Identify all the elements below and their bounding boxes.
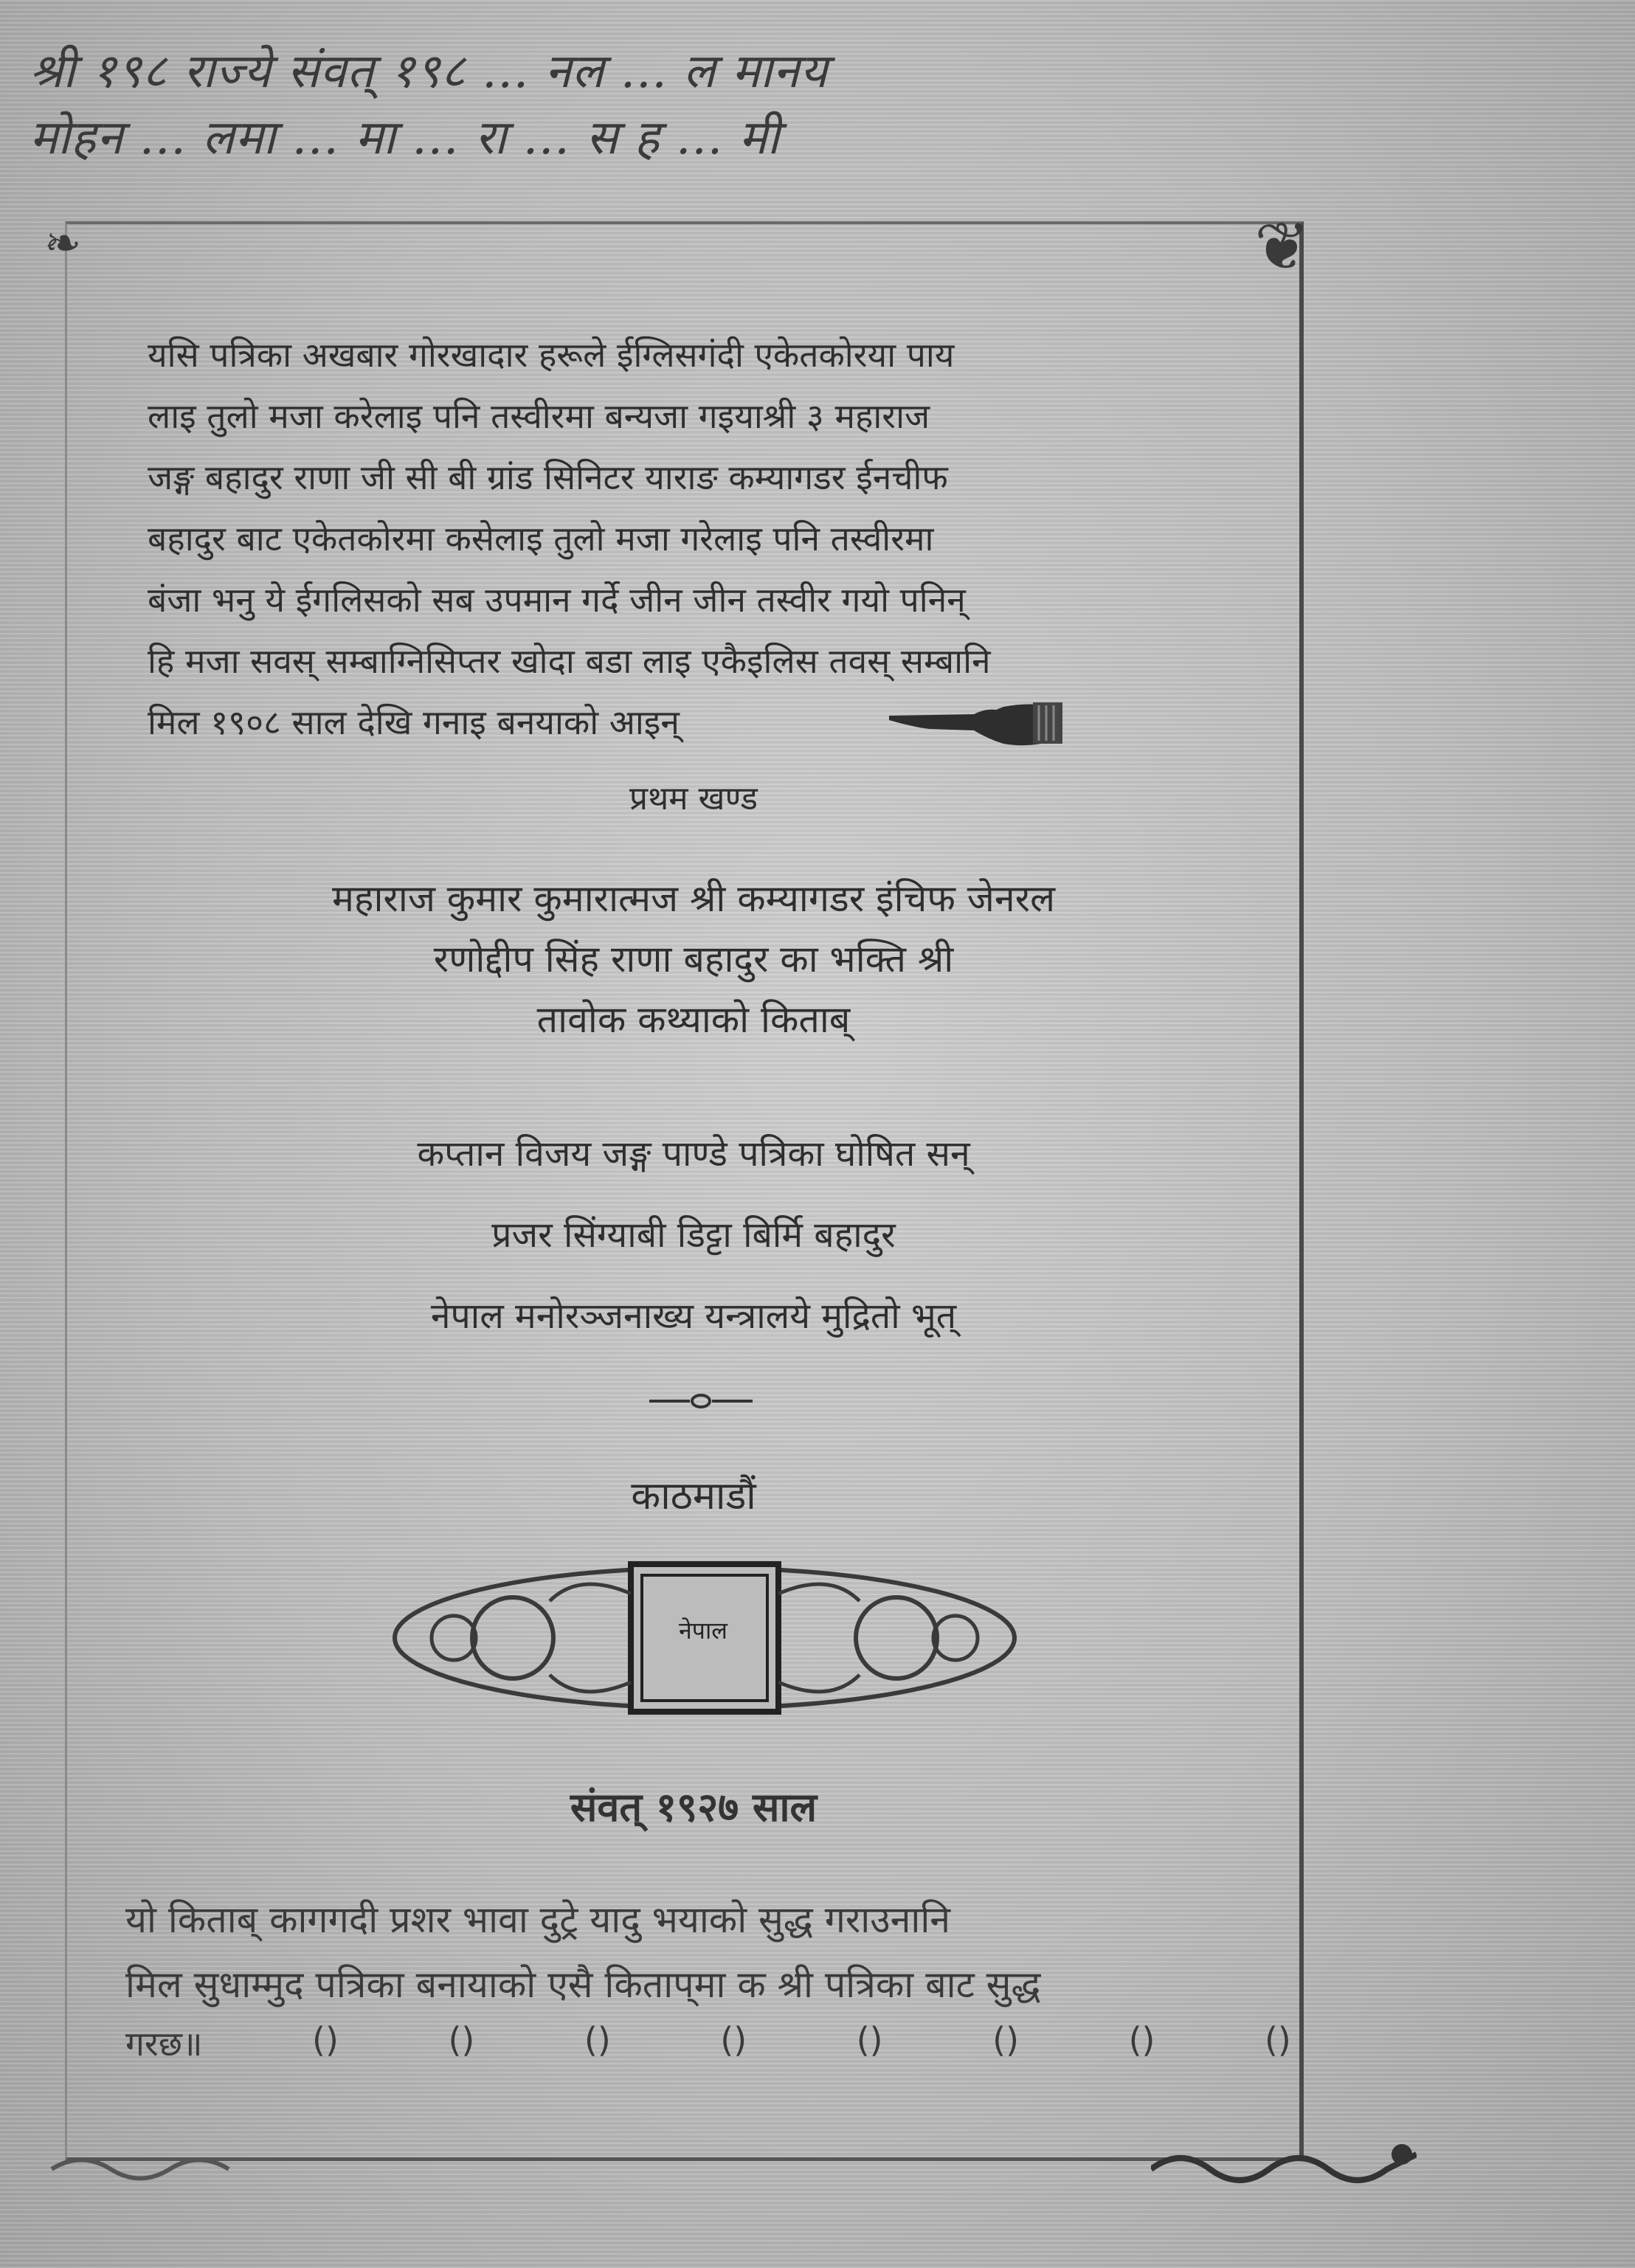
divider-ornament-icon [649,1390,753,1412]
place-name: काठमाडौं [631,1474,756,1518]
intro-line: जङ्ग बहादुर राणा जी सी बी ग्रांड सिनिटर याराङ कम्यागडर ईनचीफ [148,457,948,497]
intro-line: बंजा भनु ये ईगलिसको सब उपमान गर्दे जीन जीन तस्वीर गयो पनिन् [148,580,966,620]
empty-bracket: () [584,2020,611,2060]
author-line: कप्तान विजय जङ्ग पाण्डे पत्रिका घोषित सन् [417,1133,970,1175]
empty-bracket: () [1264,2020,1291,2060]
intro-line: बहादुर बाट एकेतकोरमा कसेलाइ तुलो मजा गरेलाइ पनि तस्वीरमा [148,519,934,559]
frame-corner-ornament-icon: ❧ [44,218,82,269]
bottom-right-ornament-icon [1151,2140,1417,2184]
intro-line: यसि पत्रिका अखबार गोरखादार हरूले ईग्लिसगंदी एकेतकोरया पाय [148,335,955,375]
intro-line: हि मजा सवस् सम्बाग्निसिप्तर खोदा बडा लाइ एकैइलिस तवस् सम्बानि [148,641,991,681]
year-line: संवत् १९२७ साल [570,1784,818,1830]
empty-bracket: () [856,2020,883,2060]
handwritten-note-line1: श्री १९८ राज्ये संवत् १९८ ... नल ... ल मानय [30,44,829,99]
empty-bracket: () [448,2020,475,2060]
dedication-line: तावोक कथ्याको किताब् [536,998,851,1041]
handwritten-note-line2: मोहन ... लमा ... मा ... रा ... स ह ... मी [30,111,781,165]
empty-bracket: () [312,2020,339,2060]
intro-line: लाइ तुलो मजा करेलाइ पनि तस्वीरमा बन्यजा गइयाश्री ३ महाराज [148,396,930,436]
intro-line: मिल १९०८ साल देखि गनाइ बनयाको आइन् [148,702,680,742]
closing-paragraph [125,1887,1291,2017]
closing-line: मिल सुधाम्मुद पत्रिका बनायाको एसै किताप्‌मा क श्री पत्रिका बाट सुद्ध [125,1963,1041,2006]
empty-bracket: () [720,2020,747,2060]
closing-line: यो किताब् कागगदी प्रशर भावा दुट्रे यादु भयाको सुद्ध गराउनानि [125,1898,951,1941]
emblem-label: नेपाल [679,1617,727,1645]
printer-line: प्रजर सिंग्याबी डिट्टा बिर्मि बहादुर [491,1214,896,1256]
dedication-line: रणोद्दीप सिंह राणा बहादुर का भक्ति श्री [433,938,954,981]
frame-corner-ornament-icon: ❦ [1254,208,1310,286]
empty-bracket: () [992,2020,1020,2060]
dedication-line: महाराज कुमार कुमारात्मज श्री कम्यागडर इंचिफ जेनरल [332,877,1055,920]
closing-tail: गरछ॥ [125,2024,203,2064]
closing-tail-row [125,2020,1291,2066]
empty-bracket: () [1128,2020,1155,2060]
bottom-left-ornament-icon [44,2140,280,2184]
section-heading: प्रथम खण्ड [629,780,758,817]
pointing-hand-icon [885,686,1070,753]
press-line: नेपाल मनोरञ्जनाख्य यन्त्रालये मुद्रितो भूत् [430,1296,957,1337]
